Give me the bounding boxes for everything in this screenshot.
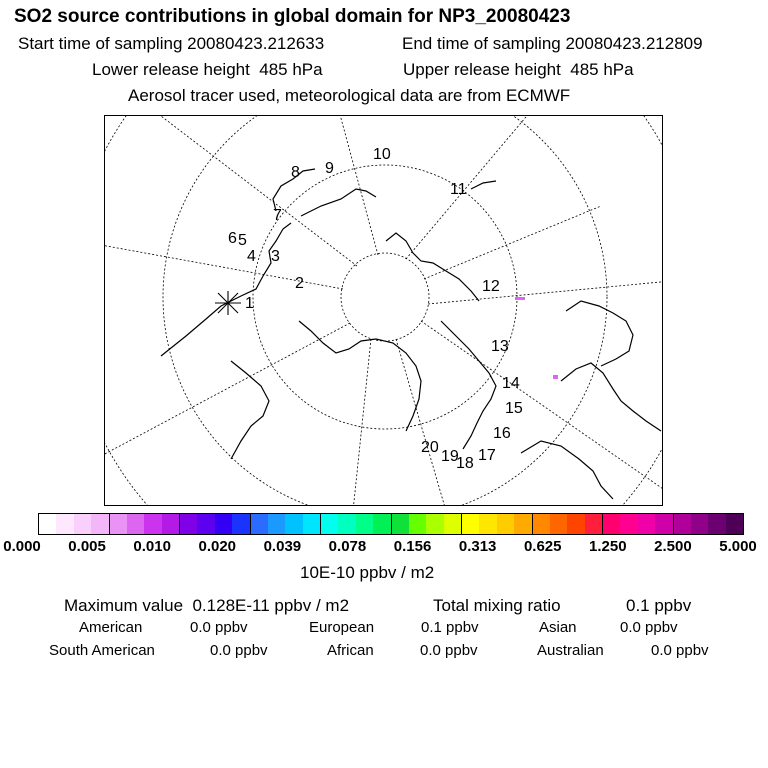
colorbar-segment [585,514,602,534]
colorbar-tick-label: 0.625 [523,538,562,555]
colorbar-segment [91,514,108,534]
colorbar-tick-label: 0.039 [263,538,302,555]
region-name-european: European [309,619,375,636]
colorbar-segment [620,514,637,534]
colorbar-segment [426,514,443,534]
region-name-african: African [327,642,374,659]
colorbar-segment [338,514,355,534]
colorbar-tick-label: 0.000 [3,538,41,555]
upper-release-height: Upper release height 485 hPa [403,60,634,79]
coastline-china [521,441,613,499]
colorbar-segment [461,514,479,534]
track-label-16: 16 [493,425,511,442]
total-mixing-value: 0.1 ppbv [626,596,692,615]
total-mixing-label: Total mixing ratio [433,596,561,615]
colorbar-segment [303,514,320,534]
colorbar-segment [391,514,409,534]
colorbar-segment [232,514,249,534]
region-value-asian: 0.0 ppbv [620,619,678,636]
track-label-5: 5 [238,232,247,249]
colorbar-segment [39,514,56,534]
colorbar-segment [567,514,584,534]
track-label-12: 12 [482,278,500,295]
meridian [339,116,378,255]
track-label-3: 3 [271,248,280,265]
colorbar [38,513,744,535]
meridian [161,116,357,266]
tracer-note: Aerosol tracer used, meteorological data are from ECMWF [128,86,571,105]
start-time: Start time of sampling 20080423.212633 [18,34,325,53]
colorbar-segment [514,514,531,534]
colorbar-segment [215,514,232,534]
colorbar-unit: 10E-10 ppbv / m2 [300,563,435,582]
track-label-11: 11 [450,181,467,198]
region-value-african: 0.0 ppbv [420,642,478,659]
colorbar-segment [320,514,338,534]
colorbar-segment [197,514,214,534]
colorbar-segment [638,514,655,534]
colorbar-tick-label: 0.156 [393,538,432,555]
track-label-9: 9 [325,160,334,177]
chart-title: SO2 source contributions in global domain for NP3_20080423 [14,6,571,27]
coastline-greenland-south [301,189,376,216]
colorbar-segment [708,514,725,534]
concentration-patch [553,375,558,379]
latitude-circle-50 [105,116,663,506]
meridian [105,323,350,456]
latitude-circle-70 [253,165,517,429]
track-label-13: 13 [491,338,509,355]
colorbar-segment [56,514,73,534]
graticule [105,116,663,506]
release-site-marker [215,291,241,315]
colorbar-segment [532,514,550,534]
meridian [105,245,343,289]
lower-release-height: Lower release height 485 hPa [92,60,323,79]
coastline-canada-arctic [299,321,421,431]
colorbar-segment [726,514,743,534]
colorbar-segment [109,514,127,534]
meridian [406,116,531,259]
end-time: End time of sampling 20080423.212809 [402,34,703,53]
track-label-2: 2 [295,275,304,292]
colorbar-segment [74,514,91,534]
colorbar-tick-label: 0.010 [133,538,171,555]
meridian [396,339,446,506]
region-value-south-american: 0.0 ppbv [210,642,268,659]
colorbar-segment [444,514,461,534]
colorbar-tick-label: 0.313 [458,538,497,555]
colorbar-tick-label: 0.078 [328,538,367,555]
colorbar-segment [409,514,426,534]
region-value-american: 0.0 ppbv [190,619,248,636]
colorbar-segment [268,514,285,534]
colorbar-tick-labels [0,538,768,556]
colorbar-tick-label: 5.000 [719,538,757,555]
region-value-european: 0.1 ppbv [421,619,479,636]
colorbar-tick-label: 1.250 [589,538,627,555]
track-label-6: 6 [228,230,237,247]
track-label-10: 10 [373,146,391,163]
coastline-europe [161,223,291,356]
track-label-14: 14 [502,375,520,392]
coastline-hudson [231,361,269,459]
latitude-circle-80 [341,253,429,341]
meridian [428,281,663,304]
meridian [424,206,601,279]
colorbar-segment [373,514,390,534]
coastline-svalbard [471,181,496,189]
coastline-japan-region [566,301,633,366]
colorbar-segment [127,514,144,534]
colorbar-segment [602,514,620,534]
colorbar-tick-label: 0.020 [198,538,237,555]
region-name-australian: Australian [537,642,604,659]
track-label-4: 4 [247,248,256,265]
colorbar-tick-label: 0.005 [68,538,106,555]
maximum-value: Maximum value 0.128E-11 ppbv / m2 [64,596,350,615]
colorbar-segment [285,514,302,534]
coastline-siberia [386,233,479,301]
region-name-south-american: South American [49,642,155,659]
track-label-17: 17 [478,447,496,464]
track-label-20: 20 [421,439,439,456]
region-value-australian: 0.0 ppbv [651,642,709,659]
colorbar-segment [179,514,197,534]
colorbar-segment [691,514,708,534]
coastlines [161,169,661,499]
colorbar-segment [250,514,268,534]
coastline-alaska-west [441,321,496,449]
track-label-8: 8 [291,164,300,181]
track-labels [228,146,523,472]
colorbar-segment [144,514,161,534]
track-label-18: 18 [456,455,474,472]
colorbar-segment [356,514,373,534]
region-name-american: American [79,619,143,636]
polar-map [105,116,663,506]
track-label-15: 15 [505,400,523,417]
concentration-patch [515,297,525,300]
meridian [353,339,371,506]
colorbar-segment [497,514,514,534]
map-panel [104,115,663,506]
track-label-7: 7 [273,207,282,224]
colorbar-segment [673,514,691,534]
colorbar-tick-label: 2.500 [654,538,692,555]
latitude-circle-60 [163,116,607,506]
coastline-asia-east [561,363,661,431]
colorbar-segment [479,514,496,534]
colorbar-segment [550,514,567,534]
track-label-1: 1 [245,295,254,312]
track-label-19: 19 [441,448,459,465]
colorbar-segment [655,514,672,534]
colorbar-segment [162,514,179,534]
region-name-asian: Asian [539,619,577,636]
